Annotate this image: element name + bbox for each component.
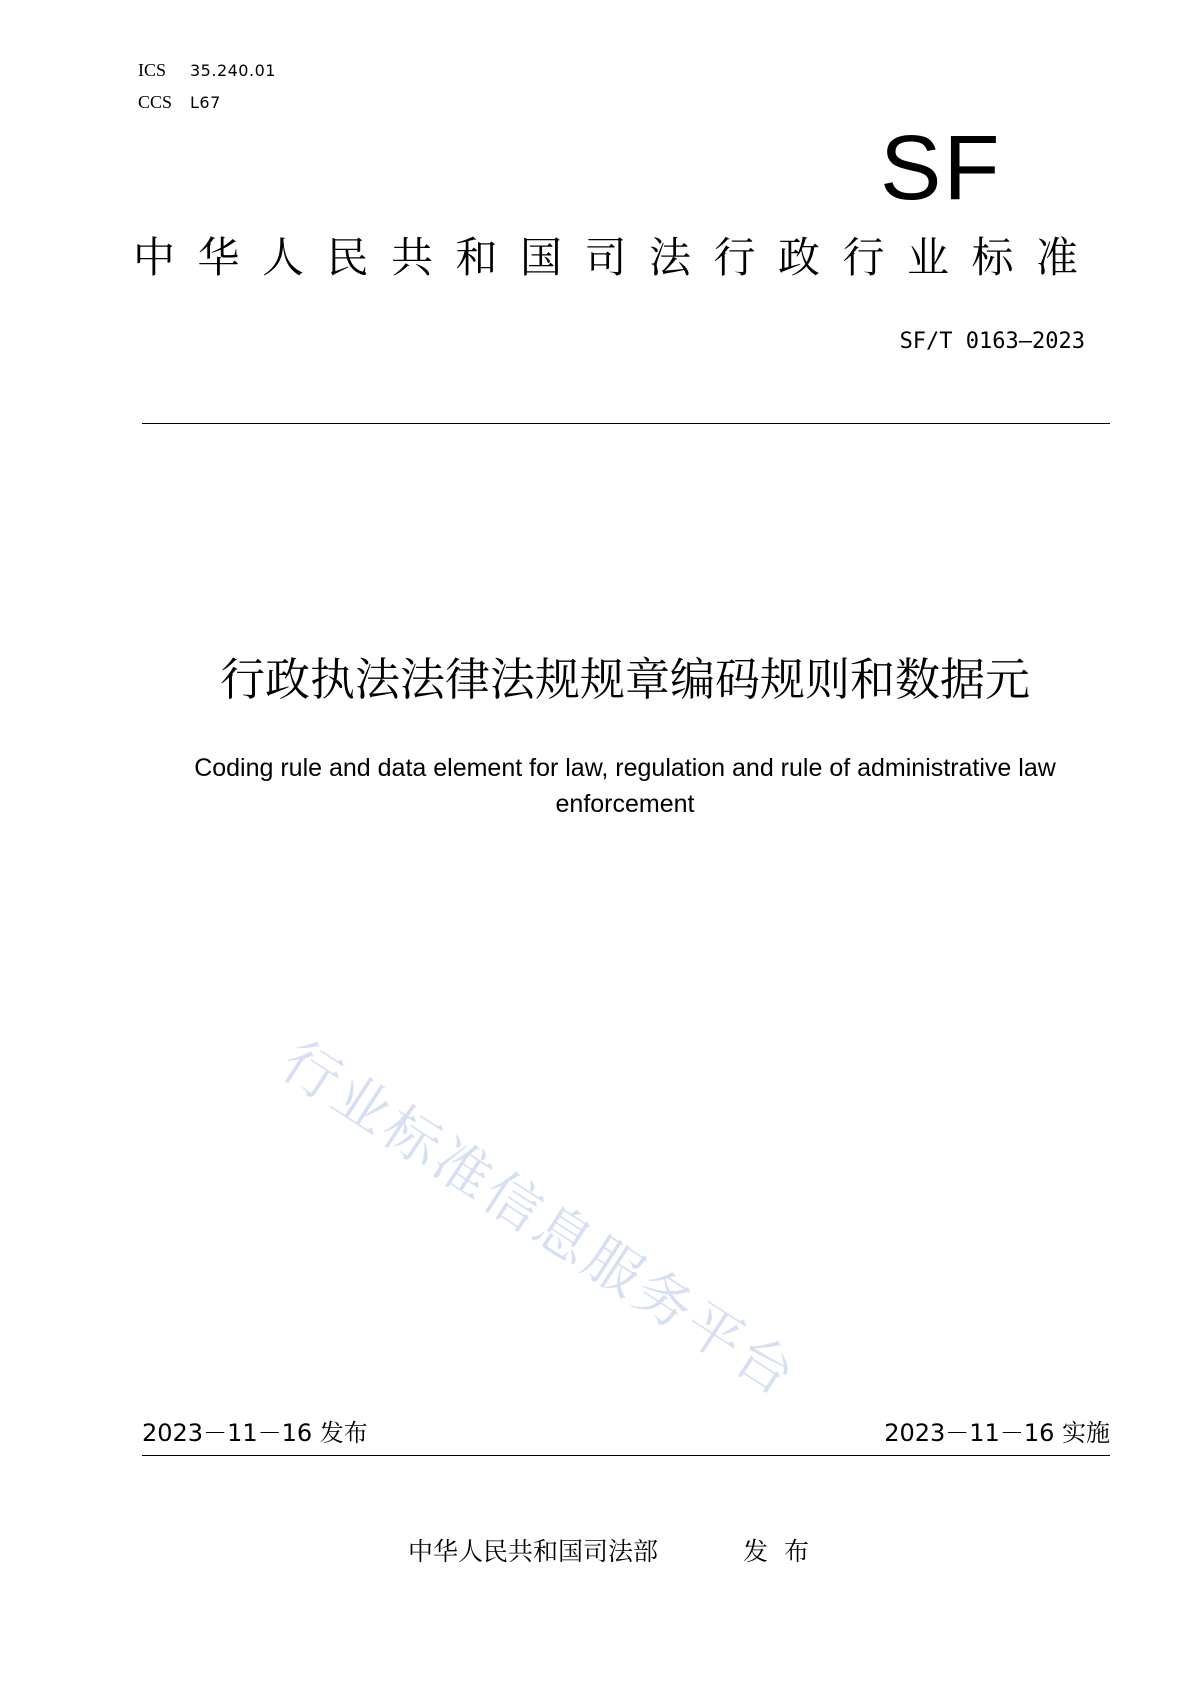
header-divider [142,423,1110,424]
industry-standard-title: 中华人民共和国司法行政行业标准 [133,233,1101,282]
ics-label: ICS [138,60,167,80]
implement-date: 2023－11－16 实施 [884,1419,1110,1447]
document-title-chinese: 行政执法法律法规规章编码规则和数据元 [219,653,1030,706]
watermark: 行业标准信息服务平台 [270,1029,809,1411]
publish-date: 2023－11－16 发布 [142,1419,368,1447]
ccs-classification [138,92,221,113]
ccs-label: CCS [138,92,173,112]
date-divider [142,1455,1110,1456]
ics-value: 35.240.01 [190,61,276,80]
ccs-value: L67 [190,93,221,112]
issue-action: 发布 [743,1537,826,1566]
issuing-authority: 中华人民共和国司法部 [408,1537,659,1566]
ics-classification [138,60,276,81]
sf-logo: SF [880,117,1002,219]
standard-number: SF/T 0163—2023 [899,329,1085,354]
document-title-english: Coding rule and data element for law, regulation and rule of administrative law enforcement [194,754,1056,818]
